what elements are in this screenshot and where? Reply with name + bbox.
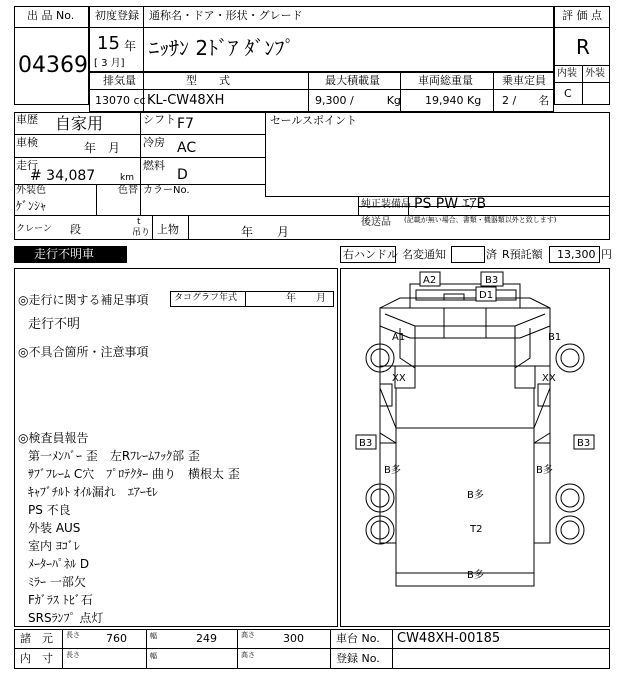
upper-label: 上物 [157,223,179,236]
driving-title: ◎走行に関する補足事項 [18,293,149,307]
status-banner: 走行不明車 [14,246,127,263]
length-label: 長さ [66,631,80,639]
recycle-deposit-label: R預託額 [502,248,543,261]
shift: F7 [177,116,194,132]
ac: AC [177,140,197,156]
year-unit: 年 [124,39,137,53]
first-reg-year: 15 [97,33,120,54]
model: KL-CW48XH [147,93,225,108]
name-change-checkbox [451,246,485,263]
displacement: 13070 cc [95,94,146,107]
height-label: 高さ [241,631,255,639]
chassis-label: 車台 No. [336,632,380,645]
mark-b-multi-center: B多 [467,490,484,501]
inner-length-label: 長さ [66,651,80,659]
grade: R [576,35,590,59]
recycle-label: 済 [486,248,497,261]
interior-label: 内装 [557,68,577,79]
mark-b-multi-bottom: B多 [467,570,484,581]
sales-point-label: セールスポイント [270,114,358,127]
reg-label: 登録 No. [336,652,380,665]
width: 249 [196,632,217,645]
inspection: 年 月 [84,141,121,155]
inner-width-label: 幅 [150,652,157,660]
inspector-line: ﾒｰﾀｰﾊﾟﾈﾙ D [28,557,90,571]
color-label: 外装色 [16,185,46,196]
steering: 右ハンドル [343,248,398,261]
ac-label: 冷房 [143,136,165,149]
history: 自家用 [55,114,104,133]
shift-label: シフト [143,113,176,126]
name-change-label: 名変通知 [402,248,446,261]
accessories-note: (記載が無い場合、書類・機器類以外と致します) [404,216,557,224]
inspector-line: PS 不良 [28,503,71,517]
crane-hook: 吊り [132,228,151,238]
tachograph-value: 年 月 [286,293,326,304]
upper: 年 月 [241,225,290,239]
inspector-line: ﾐﾗｰ 一部欠 [28,575,86,589]
capacity-label: 乗車定員 [502,74,546,87]
inspector-line: Fｶﾞﾗｽ ﾄﾋﾞ石 [28,593,93,607]
inspector-line: ｻﾌﾞﾌﾚｰﾑ C穴 ﾌﾟﾛﾃｸﾀｰ 曲り 横根太 歪 [28,467,240,481]
inspector-line: 室内 ﾖｺﾞﾚ [28,539,80,553]
height: 300 [283,632,304,645]
inner-label: 内 寸 [20,652,53,665]
crane-stages-label: 段 [70,223,81,236]
mileage: # 34,087 [30,168,96,184]
vehicle-diagram [340,268,610,627]
displacement-label: 排気量 [103,74,136,87]
mark-b-multi-left: B多 [384,465,401,476]
inspection-label: 車検 [16,136,38,149]
yen: 円 [601,248,612,261]
mark-xx-right: XX [542,373,556,384]
defects-title: ◎不具合箇所・注意事項 [18,345,149,359]
inspector-line: 第一ﾒﾝﾊﾞｰ 歪 左Rﾌﾚｰﾑﾌｯｸ部 歪 [28,449,200,463]
lot-no: 04369 [18,53,88,78]
inspector-line: 外装 AUS [28,521,81,535]
chassis: CW48XH-00185 [397,631,501,646]
driving-note: 走行不明 [28,317,81,332]
max-load-label: 最大積載量 [325,74,380,87]
mark-b3-left: B3 [359,438,373,449]
max-load: 9,300 / Kg [315,94,401,107]
inspector-line: ｷｬﾌﾞﾁﾙﾄ ｵｲﾙ漏れ ｴｱｰﾓﾚ [28,485,158,499]
history-label: 車歴 [16,113,38,126]
fuel-label: 燃料 [143,159,165,172]
grade-label: 評 価 点 [562,9,602,22]
color: ｹﾞﾝｼｬ [16,199,47,213]
lot-no-label: 出 品 No. [27,9,75,22]
mark-a2: A2 [423,275,437,286]
capacity: 2 / 名 [502,94,550,107]
recycle-deposit: 13,300 [557,248,596,261]
color-no-label: 色替 [118,185,138,196]
first-reg-month: [ 3 月] [94,58,125,69]
interior-grade: C [564,87,572,100]
first-reg-label: 初度登録 [95,9,139,22]
footer-box [14,629,610,669]
equipment: PS PW ｴｱB [414,196,487,212]
mark-b3-right: B3 [577,438,591,449]
equipment-label: 純正装備品 [361,199,411,210]
exterior-label: 外装 [585,68,605,79]
mark-d1: D1 [479,290,494,301]
dims-label: 諸 元 [20,632,53,645]
mark-b3-top: B3 [485,275,499,286]
color-no2-label: カラーNo. [143,185,190,196]
accessories-label: 後送品 [361,217,391,228]
mileage-label: 走行 [16,159,38,172]
mark-b-multi-right: B多 [536,465,553,476]
inspector-line: SRSﾗﾝﾌﾟ 点灯 [28,611,104,625]
model-label: 型 式 [186,74,230,87]
fuel: D [177,167,188,183]
mark-xx-left: XX [392,373,406,384]
length: 760 [106,632,127,645]
inner-height-label: 高さ [241,651,255,659]
vehicle-name: ﾆｯｻﾝ 2ﾄﾞｱ ﾀﾞﾝﾌﾟ [149,36,295,60]
mark-t2: T2 [470,524,483,535]
mark-a1: A1 [392,332,406,343]
name-label: 通称名・ドア・形状・グレード [149,9,303,22]
tachograph-label: タコグラフ年式 [174,293,238,303]
mark-b1: B1 [548,332,562,343]
width-label: 幅 [150,632,157,640]
gross-weight-label: 車両総重量 [418,74,473,87]
crane-t: t [137,217,141,227]
mileage-unit: km [120,173,134,183]
inspector-title: ◎検査員報告 [18,431,89,445]
crane-label: クレーン [16,224,52,234]
gross-weight: 19,940 Kg [425,94,482,107]
